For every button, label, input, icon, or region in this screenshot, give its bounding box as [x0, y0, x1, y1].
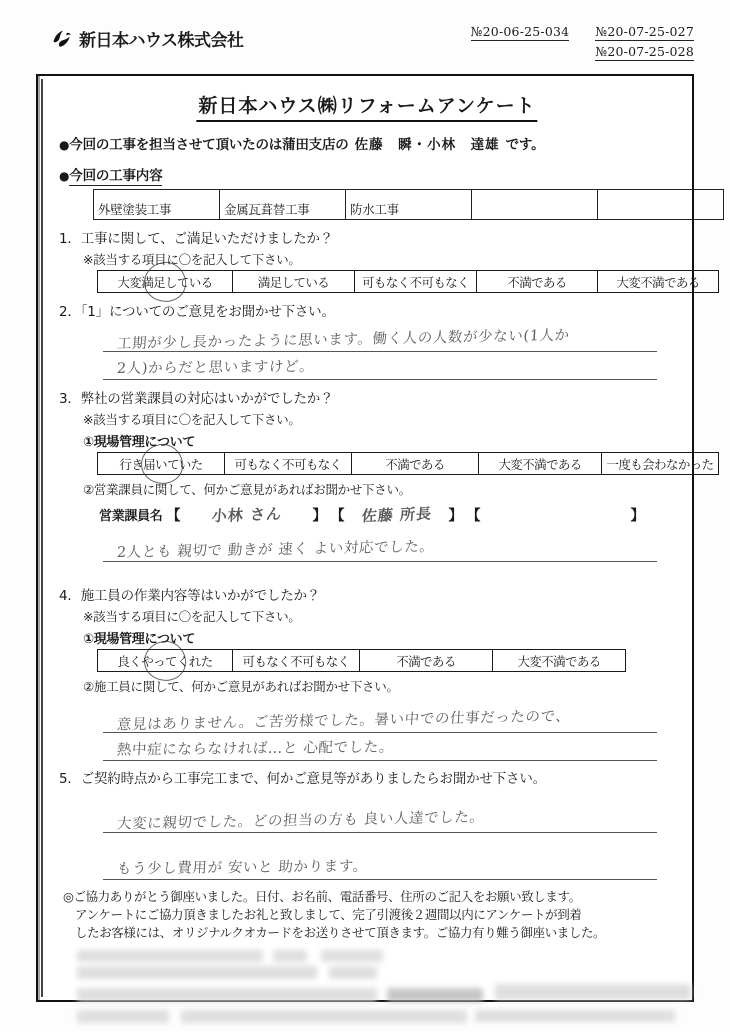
sales-staff-name-label: 営業課員名 [99, 509, 163, 524]
option-label: 行き届いていた [119, 456, 203, 472]
name-bracket-1[interactable]: 【 小林 さん 】 [167, 504, 327, 525]
question-number: 1． [59, 231, 81, 247]
question-text: 施工員の作業内容等はいかがでしたか？ [80, 588, 321, 604]
reference-number-group-left [471, 24, 570, 41]
question-3-answer[interactable] [59, 534, 675, 562]
question-5-answer[interactable] [59, 805, 675, 880]
option-cell[interactable]: 可もなく不可もなく [355, 271, 477, 293]
handwritten-answer-text: 2人とも 親切で 動きが 速く よい対応でした。 [116, 538, 435, 562]
answer-line[interactable] [103, 805, 657, 833]
handwritten-staff-name [481, 512, 631, 517]
question-number: 5． [59, 771, 81, 787]
reference-number: №20-06-25-034 [470, 24, 570, 39]
footer-line: アンケートにご協力頂きましたお礼と致しまして、完了引渡後２週間以内にアンケートが到着 [75, 907, 582, 923]
table-row [94, 190, 724, 220]
handwritten-answer-text: 工期が少し長かったように思います。働く人の人数が少ない(1人か [116, 327, 571, 353]
option-cell[interactable]: 大変不満である [598, 271, 719, 293]
option-label: 良くやってくれた [117, 653, 213, 669]
question-4-sub-label: ①現場管理について [83, 632, 196, 647]
handwritten-answer-text: 2人)からだと思いますけど。 [116, 358, 315, 378]
option-cell[interactable]: 可もなく不可もなく [233, 650, 360, 672]
handwritten-staff-name: 小林 さん [210, 504, 283, 526]
option-cell-selected[interactable] [98, 453, 225, 475]
reference-number-group-right [595, 24, 694, 61]
work-content-label: 今回の工事内容 [69, 168, 163, 184]
option-cell[interactable]: 大変不満である [479, 453, 602, 475]
page-title: 新日本ハウス㈱リフォームアンケート [196, 91, 537, 122]
work-content-heading [59, 164, 675, 184]
option-label: 大変満足している [117, 274, 213, 290]
footer-line: ◎ご協力ありがとう御座いました。日付、お名前、電話番号、住所のご記入をお願い致します。 [63, 889, 581, 904]
question-text: 「1」についてのご意見をお聞かせ下さい。 [80, 304, 335, 320]
question-number: 3． [59, 391, 81, 407]
intro-text-before: 今回の工事を担当させて頂いたのは蒲田支店の [69, 137, 349, 153]
reference-number: №20-07-25-027 [595, 24, 694, 39]
handwritten-answer-text: もう少し費用が 安いと 助かります。 [116, 858, 369, 878]
question-4-options [97, 649, 626, 672]
question-3-sub-label: ①現場管理について [83, 435, 196, 450]
option-cell[interactable]: 不満である [360, 650, 493, 672]
work-type-cell: 金属瓦葺替工事 [220, 190, 346, 220]
table-row [98, 453, 719, 475]
option-cell[interactable]: 不満である [352, 453, 479, 475]
option-cell-selected[interactable] [98, 650, 233, 672]
bullet-icon: ● [59, 138, 70, 152]
personal-info-redacted [77, 948, 675, 1034]
name-bracket-3[interactable]: 【 】 [466, 507, 645, 524]
handwritten-answer-text: 意見はありません。ご苦労様でした。暑い中での仕事だったので、 [116, 708, 571, 734]
question-2 [59, 300, 675, 320]
document-header [50, 24, 694, 70]
handwritten-answer-text: 大変に親切でした。どの担当の方も 良い人達でした。 [116, 809, 486, 833]
handwritten-staff-name: 佐藤 所長 [360, 504, 433, 526]
question-2-answer[interactable] [59, 324, 675, 380]
sales-staff-name-row [99, 504, 675, 525]
company-name: 新日本ハウス株式会社 [79, 31, 244, 51]
question-1 [59, 227, 675, 247]
footer-note [63, 888, 675, 942]
question-4-sub-question: ②施工員に関して、何かご意見があればお聞かせ下さい。 [83, 679, 399, 694]
question-1-note: ※該当する項目に〇を記入して下さい。 [83, 252, 301, 267]
handwritten-answer-text: 熱中症にならなければ…と 心配でした。 [116, 739, 395, 759]
answer-line[interactable] [103, 324, 657, 352]
answer-line[interactable] [103, 352, 657, 380]
answer-line[interactable] [103, 534, 657, 562]
option-cell[interactable]: 満足している [233, 271, 355, 293]
reference-number: №20-07-25-028 [595, 44, 694, 59]
question-number: 4． [59, 588, 81, 604]
question-4-answer[interactable] [59, 705, 675, 761]
reference-numbers [471, 24, 694, 61]
question-number: 2． [59, 304, 81, 320]
survey-frame [36, 74, 714, 1002]
question-text: ご契約時点から工事完工まで、何かご意見等がありましたらお聞かせ下さい。 [80, 771, 546, 787]
work-type-cell [472, 190, 598, 220]
bullet-icon: ● [59, 169, 70, 183]
table-row [98, 650, 626, 672]
company-swirl-logo-icon [50, 27, 74, 51]
company-logo [50, 26, 244, 51]
question-3-options [97, 452, 719, 475]
option-cell[interactable]: 大変不満である [493, 650, 626, 672]
intro-text-after: です。 [505, 137, 545, 153]
question-4-note: ※該当する項目に〇を記入して下さい。 [83, 609, 301, 624]
option-cell[interactable]: 一度も会わなかった [602, 453, 719, 475]
work-type-cell: 防水工事 [346, 190, 472, 220]
question-text: 工事に関して、ご満足いただけましたか？ [80, 231, 334, 247]
question-3-note: ※該当する項目に〇を記入して下さい。 [83, 412, 301, 427]
table-row [98, 271, 719, 293]
question-1-options [97, 270, 719, 293]
name-bracket-2[interactable]: 【 佐藤 所長 】 [331, 504, 463, 525]
work-content-table [93, 189, 724, 220]
question-text: 弊社の営業課員の対応はいかがでしたか？ [80, 391, 334, 407]
option-cell[interactable]: 不満である [477, 271, 598, 293]
work-type-cell [598, 190, 724, 220]
answer-line[interactable] [103, 852, 657, 880]
answer-line[interactable] [103, 705, 657, 733]
assigned-staff-names: 佐藤 瞬・小林 達雄 [354, 137, 500, 153]
intro-line [59, 133, 675, 153]
work-type-cell: 外壁塗装工事 [94, 190, 220, 220]
question-5 [59, 767, 675, 787]
question-4 [59, 584, 675, 604]
footer-line: したお客様には、オリジナルクオカードをお送りさせて頂きます。ご協力有り難う御座いました。 [75, 925, 606, 941]
answer-line[interactable] [103, 733, 657, 761]
option-cell-selected[interactable] [98, 271, 233, 293]
question-3 [59, 387, 675, 407]
question-3-sub-question: ②営業課員に関して、何かご意見があればお聞かせ下さい。 [83, 482, 411, 497]
option-cell[interactable]: 可もなく不可もなく [225, 453, 352, 475]
